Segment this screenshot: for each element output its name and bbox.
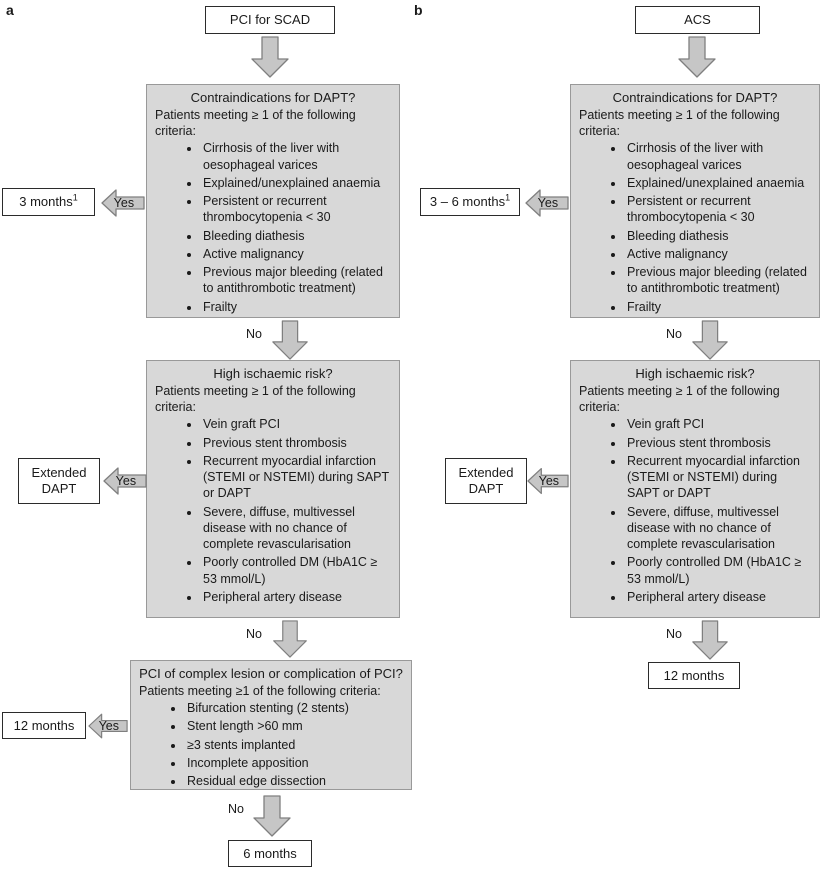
outcome-value: 6 months <box>243 845 297 861</box>
box-title: Contraindications for DAPT? <box>612 90 778 105</box>
box-title: PCI of complex lesion or complication of PCI? <box>139 666 403 681</box>
box-subtitle: Patients meeting ≥1 of the following criteria: <box>139 683 381 698</box>
criteria-item: • ≥3 stents implanted <box>185 737 403 753</box>
criteria-item: • Explained/unexplained anaemia <box>625 175 811 191</box>
yes-label: Yes <box>115 474 137 488</box>
panel-a-contraindications-box <box>146 84 400 318</box>
box-title: High ischaemic risk? <box>635 366 755 381</box>
criteria-item: • Peripheral artery disease <box>625 589 811 605</box>
panel-a-final-box <box>228 840 312 867</box>
box-subtitle: Patients meeting ≥ 1 of the following criteria: <box>579 383 780 415</box>
box-title: High ischaemic risk? <box>213 366 333 381</box>
no-label: No <box>228 802 244 816</box>
down-arrow-icon <box>690 620 730 660</box>
panel-a-start-box <box>205 6 335 34</box>
criteria-item: • Poorly controlled DM (HbA1C ≥ 53 mmol/L) <box>625 554 811 587</box>
criteria-list <box>139 700 403 789</box>
criteria-item: • Active malignancy <box>625 246 811 262</box>
panel-b-contraindications-box <box>570 84 820 318</box>
footnote-marker: 1 <box>72 192 78 203</box>
panel-b-final-box <box>648 662 740 689</box>
criteria-item: • Bleeding diathesis <box>625 228 811 244</box>
criteria-item: • Previous stent thrombosis <box>625 435 811 451</box>
criteria-item: • Frailty <box>625 299 811 315</box>
criteria-item: • Incomplete apposition <box>185 755 403 771</box>
panel-a-complex-lesion-box <box>130 660 412 790</box>
start-box-label: PCI for SCAD <box>229 12 311 28</box>
panel-a-extended-dapt-box <box>18 458 100 504</box>
criteria-item: • Vein graft PCI <box>625 416 811 432</box>
criteria-item: • Vein graft PCI <box>201 416 391 432</box>
down-arrow-icon <box>270 620 310 658</box>
box-subtitle: Patients meeting ≥ 1 of the following criteria: <box>579 107 780 139</box>
criteria-item: • Frailty <box>201 299 391 315</box>
no-label: No <box>246 327 262 341</box>
box-subtitle: Patients meeting ≥ 1 of the following criteria: <box>155 383 356 415</box>
panel-b-start-box <box>635 6 760 34</box>
panel-a-outcome-complex-box <box>2 712 86 739</box>
down-arrow-icon <box>690 320 730 360</box>
criteria-item: • Persistent or recurrent thrombocytopenia < 30 <box>625 193 811 226</box>
footnote-marker: 1 <box>505 192 511 203</box>
panel-a-complex-yes-arrow <box>88 711 128 741</box>
yes-label: Yes <box>113 196 135 210</box>
outcome-text <box>430 194 510 210</box>
criteria-item: • Severe, diffuse, multivessel disease with no chance of complete revascularisation <box>201 504 391 553</box>
outcome-value: 3 months <box>19 194 73 210</box>
panel-b-outcome-contra-box <box>420 188 520 216</box>
box-subtitle: Patients meeting ≥ 1 of the following criteria: <box>155 107 356 139</box>
yes-label: Yes <box>537 196 559 210</box>
panel-a-high-risk-box <box>146 360 400 618</box>
down-arrow-icon <box>252 795 292 837</box>
criteria-item: • Previous major bleeding (related to antithrombotic treatment) <box>201 264 391 297</box>
criteria-item: • Poorly controlled DM (HbA1C ≥ 53 mmol/L) <box>201 554 391 587</box>
start-box-label: ACS <box>684 12 711 28</box>
no-label: No <box>246 627 262 641</box>
outcome-value: 12 months <box>663 667 725 683</box>
outcome-value: Extended DAPT <box>458 465 514 496</box>
criteria-item: • Explained/unexplained anaemia <box>201 175 391 191</box>
panel-a-label: a <box>6 2 14 18</box>
criteria-item: • Bifurcation stenting (2 stents) <box>185 700 403 716</box>
panel-b-contra-yes-arrow <box>525 188 569 218</box>
criteria-list <box>155 416 391 605</box>
criteria-item: • Residual edge dissection <box>185 773 403 789</box>
no-label: No <box>666 327 682 341</box>
panel-b-high-risk-box <box>570 360 820 618</box>
down-arrow-icon <box>270 320 310 360</box>
criteria-item: • Active malignancy <box>201 246 391 262</box>
panel-b-label: b <box>414 2 423 18</box>
outcome-value: Extended DAPT <box>31 465 87 496</box>
outcome-value: 3 – 6 months <box>429 194 506 210</box>
criteria-item: • Bleeding diathesis <box>201 228 391 244</box>
criteria-item: • Severe, diffuse, multivessel disease with no chance of complete revascularisation <box>625 504 811 553</box>
criteria-item: • Peripheral artery disease <box>201 589 391 605</box>
panel-a-outcome-contra-box <box>2 188 95 216</box>
outcome-value: 12 months <box>13 717 75 733</box>
panel-a-risk-yes-arrow <box>103 466 147 496</box>
criteria-item: • Cirrhosis of the liver with oesophageal varices <box>625 140 811 173</box>
panel-b-extended-dapt-box <box>445 458 527 504</box>
criteria-list <box>579 416 811 605</box>
criteria-item: • Recurrent myocardial infarction (STEMI or NSTEMI) during SAPT or DAPT <box>625 453 811 502</box>
criteria-list <box>579 140 811 315</box>
criteria-item: • Cirrhosis of the liver with oesophageal varices <box>201 140 391 173</box>
yes-label: Yes <box>98 719 119 733</box>
yes-label: Yes <box>538 474 560 488</box>
outcome-text <box>19 194 78 210</box>
criteria-item: • Persistent or recurrent thrombocytopenia < 30 <box>201 193 391 226</box>
criteria-item: • Previous major bleeding (related to antithrombotic treatment) <box>625 264 811 297</box>
panel-a-contra-yes-arrow <box>101 188 145 218</box>
down-arrow-icon <box>677 36 717 78</box>
criteria-item: • Stent length >60 mm <box>185 718 403 734</box>
no-label: No <box>666 627 682 641</box>
criteria-item: • Previous stent thrombosis <box>201 435 391 451</box>
criteria-list <box>155 140 391 315</box>
box-title: Contraindications for DAPT? <box>190 90 356 105</box>
down-arrow-icon <box>250 36 290 78</box>
criteria-item: • Recurrent myocardial infarction (STEMI or NSTEMI) during SAPT or DAPT <box>201 453 391 502</box>
panel-b-risk-yes-arrow <box>527 466 569 496</box>
